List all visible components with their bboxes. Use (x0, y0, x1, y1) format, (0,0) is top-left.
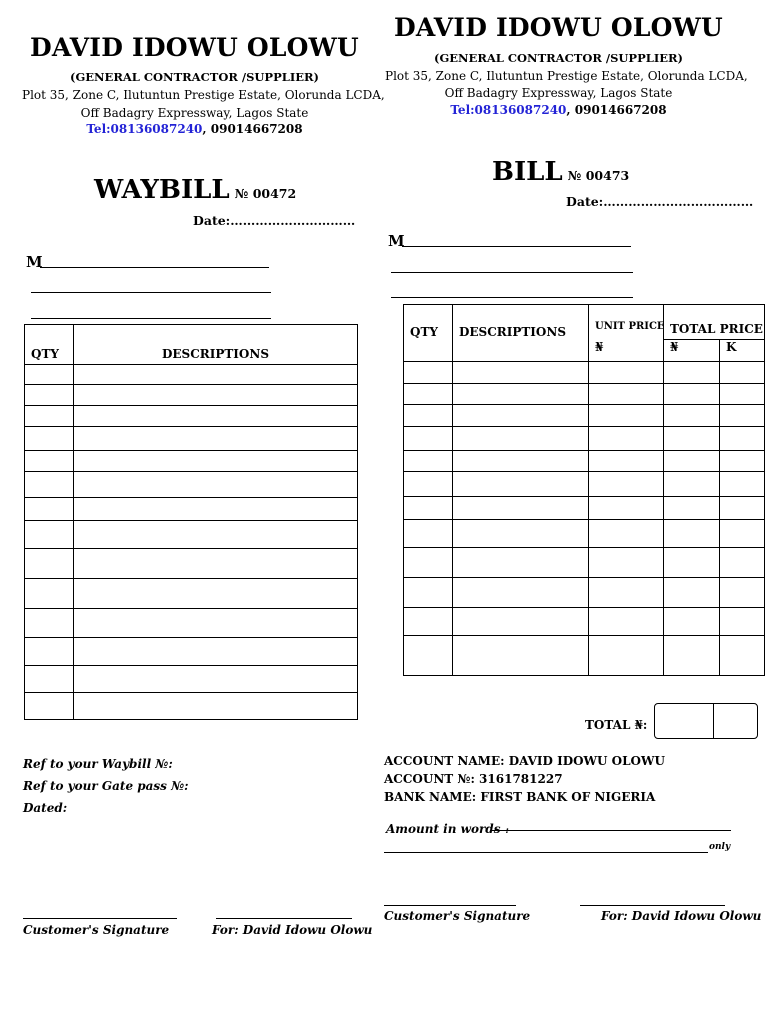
total-naira-cell[interactable] (664, 384, 720, 405)
bill-table-header-row (404, 305, 765, 340)
description-cell[interactable] (74, 427, 358, 451)
table-row (404, 472, 765, 497)
total-naira-cell[interactable] (664, 405, 720, 427)
qty-cell[interactable] (404, 636, 453, 676)
bill-recipient-line-1 (402, 246, 631, 247)
description-cell[interactable] (74, 521, 358, 549)
bill-title-row (492, 157, 629, 187)
waybill-title-row (94, 175, 296, 205)
bill-title: BILL (492, 157, 563, 187)
total-kobo-cell[interactable] (720, 427, 765, 451)
qty-cell[interactable] (25, 666, 74, 693)
total-naira-cell[interactable] (664, 548, 720, 578)
table-row (25, 609, 358, 638)
description-cell[interactable] (74, 365, 358, 385)
description-cell[interactable] (74, 579, 358, 609)
total-kobo-cell[interactable] (720, 497, 765, 520)
total-kobo-cell[interactable] (720, 472, 765, 497)
table-row (25, 579, 358, 609)
qty-cell[interactable] (25, 406, 74, 427)
qty-cell[interactable] (404, 427, 453, 451)
bill-address-line2: Off Badagry Expressway, Lagos State (444, 86, 673, 100)
total-kobo-cell[interactable] (720, 405, 765, 427)
description-cell[interactable] (453, 548, 589, 578)
description-cell[interactable] (453, 384, 589, 405)
total-naira-cell[interactable] (664, 608, 720, 636)
qty-cell[interactable] (404, 548, 453, 578)
bill-descriptions-header: DESCRIPTIONS (453, 305, 589, 362)
table-row (25, 427, 358, 451)
description-cell[interactable] (74, 693, 358, 720)
description-cell[interactable] (74, 472, 358, 498)
waybill-m-label: M (26, 253, 43, 271)
bill-amount-in-words-line-1[interactable] (490, 830, 731, 831)
description-cell[interactable] (74, 451, 358, 472)
qty-cell[interactable] (25, 427, 74, 451)
qty-cell[interactable] (25, 609, 74, 638)
bill-qty-header: QTY (404, 305, 453, 362)
qty-cell[interactable] (404, 451, 453, 472)
qty-cell[interactable] (404, 405, 453, 427)
description-cell[interactable] (74, 549, 358, 579)
qty-cell[interactable] (404, 472, 453, 497)
waybill-recipient-line-3 (31, 318, 271, 319)
bill-unit-price-naira: ₦ (589, 340, 664, 362)
unit-price-cell[interactable] (589, 362, 664, 384)
waybill-customer-signature-line (23, 918, 177, 919)
bill-telephone (385, 101, 732, 119)
unit-price-cell[interactable] (589, 472, 664, 497)
table-row (404, 636, 765, 676)
unit-price-cell[interactable] (589, 497, 664, 520)
unit-price-cell[interactable] (589, 451, 664, 472)
bill-customer-signature-line (384, 905, 516, 906)
qty-cell[interactable] (25, 451, 74, 472)
bill-amount-in-words-label: Amount in words (386, 822, 501, 836)
bill-amount-in-words-line-2[interactable] (384, 852, 708, 853)
table-row (25, 365, 358, 385)
table-row (25, 498, 358, 521)
table-row (25, 406, 358, 427)
bill-unit-price-header: UNIT PRICE (589, 305, 664, 340)
total-kobo-cell[interactable] (720, 548, 765, 578)
description-cell[interactable] (74, 385, 358, 406)
bill-company-name: DAVID IDOWU OLOWU (394, 13, 723, 42)
qty-cell[interactable] (25, 638, 74, 666)
description-cell[interactable] (453, 405, 589, 427)
description-cell[interactable] (453, 608, 589, 636)
table-row (25, 638, 358, 666)
waybill-company-signature-label: For: David Idowu Olowu (212, 923, 373, 937)
description-cell[interactable] (74, 638, 358, 666)
total-naira-cell[interactable] (664, 472, 720, 497)
table-row (404, 548, 765, 578)
total-kobo-cell[interactable] (720, 636, 765, 676)
bill-recipient-line-2 (391, 272, 633, 273)
bill-recipient-line-3 (391, 297, 633, 298)
waybill-number: № 00472 (234, 186, 297, 201)
total-naira-cell[interactable] (664, 427, 720, 451)
bill-bank-name: BANK NAME: FIRST BANK OF NIGERIA (384, 790, 656, 804)
bill-tel-primary: Tel:08136087240 (450, 103, 567, 117)
unit-price-cell[interactable] (589, 384, 664, 405)
qty-cell[interactable] (404, 578, 453, 608)
bill-only-label: only (709, 842, 731, 852)
qty-cell[interactable] (25, 472, 74, 498)
total-naira-cell[interactable] (664, 497, 720, 520)
total-kobo-cell[interactable] (720, 384, 765, 405)
waybill-address-line2: Off Badagry Expressway, Lagos State (80, 106, 309, 120)
bill-total-price-header: TOTAL PRICE (664, 305, 765, 340)
bill-tel-secondary: , 09014667208 (566, 103, 667, 117)
table-row (25, 385, 358, 406)
waybill-telephone (22, 120, 367, 138)
table-row (404, 608, 765, 636)
qty-cell[interactable] (404, 497, 453, 520)
bill-account-number: ACCOUNT №: 3161781227 (384, 772, 563, 786)
total-kobo-cell[interactable] (720, 520, 765, 548)
bill-subtitle: (GENERAL CONTRACTOR /SUPPLIER) (434, 51, 683, 65)
qty-cell[interactable] (404, 362, 453, 384)
waybill-table-header-row (25, 325, 358, 365)
waybill-recipient-line-1 (40, 267, 269, 268)
table-row (404, 497, 765, 520)
table-row (25, 451, 358, 472)
table-row (404, 427, 765, 451)
qty-cell[interactable] (25, 579, 74, 609)
waybill-company-signature-line (216, 918, 352, 919)
total-naira-cell[interactable] (664, 362, 720, 384)
qty-cell[interactable] (404, 608, 453, 636)
waybill-customer-signature-label: Customer's Signature (23, 923, 170, 937)
total-kobo-cell[interactable] (720, 451, 765, 472)
bill-total-price-naira: ₦ (664, 340, 720, 362)
unit-price-cell[interactable] (589, 548, 664, 578)
table-row (25, 666, 358, 693)
table-row (25, 472, 358, 498)
description-cell[interactable] (74, 666, 358, 693)
waybill-date: Date:………………………… (193, 213, 356, 228)
bill-total-kobo-field[interactable] (714, 704, 757, 738)
qty-cell[interactable] (25, 365, 74, 385)
bill-m-label: M (388, 232, 405, 250)
waybill-tel-primary: Tel:08136087240 (86, 122, 203, 136)
table-row (404, 520, 765, 548)
bill-address-line1: Plot 35, Zone C, Ilutuntun Prestige Estate, Olorunda LCDA, (385, 69, 748, 83)
table-row (404, 362, 765, 384)
table-row (25, 693, 358, 720)
total-naira-cell[interactable] (664, 636, 720, 676)
table-row (25, 521, 358, 549)
qty-cell[interactable] (25, 549, 74, 579)
bill-date: Date:……………………………… (566, 194, 754, 209)
total-naira-cell[interactable] (664, 451, 720, 472)
unit-price-cell[interactable] (589, 608, 664, 636)
qty-cell[interactable] (404, 384, 453, 405)
bill-items-table (403, 304, 765, 676)
description-cell[interactable] (453, 362, 589, 384)
unit-price-cell[interactable] (589, 636, 664, 676)
table-row (25, 549, 358, 579)
description-cell[interactable] (453, 636, 589, 676)
description-cell[interactable] (453, 520, 589, 548)
waybill-company-name: DAVID IDOWU OLOWU (30, 33, 359, 62)
total-naira-cell[interactable] (664, 520, 720, 548)
total-kobo-cell[interactable] (720, 608, 765, 636)
unit-price-cell[interactable] (589, 578, 664, 608)
bill-customer-signature-label: Customer's Signature (384, 909, 531, 923)
waybill-dated: Dated: (23, 801, 68, 815)
table-row (404, 451, 765, 472)
description-cell[interactable] (453, 578, 589, 608)
waybill-qty-header: QTY (25, 325, 74, 365)
qty-cell[interactable] (25, 498, 74, 521)
total-kobo-cell[interactable] (720, 578, 765, 608)
description-cell[interactable] (74, 498, 358, 521)
bill-total-price-kobo: K (720, 340, 765, 362)
bill-total-label: TOTAL ₦: (585, 718, 648, 732)
bill-total-box[interactable] (654, 703, 758, 739)
waybill-title: WAYBILL (94, 175, 230, 205)
qty-cell[interactable] (25, 385, 74, 406)
bill-number: № 00473 (567, 168, 630, 183)
unit-price-cell[interactable] (589, 427, 664, 451)
description-cell[interactable] (74, 406, 358, 427)
waybill-ref-gatepass: Ref to your Gate pass №: (23, 779, 189, 793)
bill-company-signature-label: For: David Idowu Olowu (601, 909, 762, 923)
qty-cell[interactable] (25, 521, 74, 549)
waybill-subtitle: (GENERAL CONTRACTOR /SUPPLIER) (70, 70, 319, 84)
total-naira-cell[interactable] (664, 578, 720, 608)
description-cell[interactable] (453, 472, 589, 497)
waybill-descriptions-header: DESCRIPTIONS (74, 325, 358, 365)
table-row (404, 578, 765, 608)
table-row (404, 405, 765, 427)
unit-price-cell[interactable] (589, 520, 664, 548)
description-cell[interactable] (453, 427, 589, 451)
description-cell[interactable] (453, 497, 589, 520)
description-cell[interactable] (453, 451, 589, 472)
description-cell[interactable] (74, 609, 358, 638)
waybill-ref-waybill: Ref to your Waybill №: (23, 757, 173, 771)
table-row (404, 384, 765, 405)
total-kobo-cell[interactable] (720, 362, 765, 384)
waybill-items-table (24, 324, 358, 720)
qty-cell[interactable] (404, 520, 453, 548)
bill-total-naira-field[interactable] (655, 704, 714, 738)
bill-amount-in-words-colon: : (505, 826, 509, 836)
bill-amount-in-words-row (386, 818, 509, 837)
waybill-recipient-line-2 (31, 292, 271, 293)
bill-account-name: ACCOUNT NAME: DAVID IDOWU OLOWU (384, 754, 665, 768)
waybill-address-line1: Plot 35, Zone C, Ilutuntun Prestige Estate, Olorunda LCDA, (22, 88, 385, 102)
bill-company-signature-line (580, 905, 725, 906)
unit-price-cell[interactable] (589, 405, 664, 427)
waybill-tel-secondary: , 09014667208 (202, 122, 303, 136)
qty-cell[interactable] (25, 693, 74, 720)
